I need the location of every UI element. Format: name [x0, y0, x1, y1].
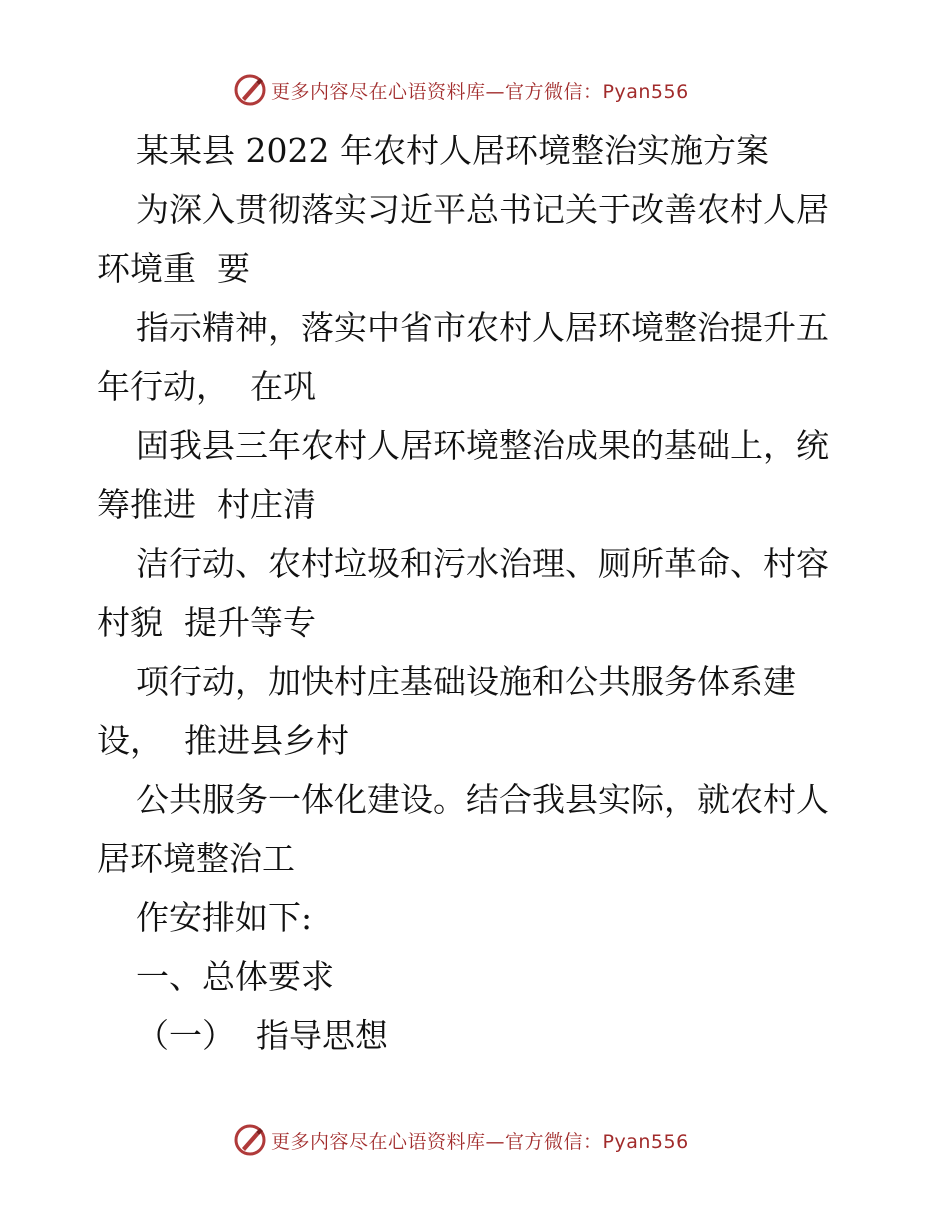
paragraph-line: 公共服务一体化建设。结合我县实际，就农村人 — [136, 780, 829, 819]
pen-logo-icon — [233, 1123, 267, 1157]
paragraph-line: 环境重 要 — [97, 249, 250, 288]
paragraph-line: 作安排如下: — [136, 898, 313, 937]
subsection-heading: （一） 指导思想 — [136, 1016, 388, 1055]
footer-banner — [233, 1120, 689, 1160]
paragraph-line: 年行动， 在巩 — [97, 367, 316, 406]
paragraph-line: 为深入贯彻落实习近平总书记关于改善农村人居 — [136, 190, 829, 229]
paragraph-line: 居环境整治工 — [97, 839, 295, 878]
section-heading: 一、总体要求 — [136, 957, 334, 996]
paragraph-line: 筹推进 村庄清 — [97, 485, 316, 524]
paragraph-line: 项行动，加快村庄基础设施和公共服务体系建 — [136, 662, 796, 701]
pen-logo-icon — [233, 73, 267, 107]
paragraph-line: 指示精神，落实中省市农村人居环境整治提升五 — [136, 308, 829, 347]
document-body — [0, 121, 950, 1065]
paragraph-line: 村貌 提升等专 — [97, 603, 316, 642]
document-title: 某某县 2022 年农村人居环境整治实施方案 — [136, 131, 769, 170]
footer-banner-text: 更多内容尽在心语资料库—官方微信：Pyan556 — [271, 1130, 689, 1153]
header-banner — [233, 70, 689, 110]
paragraph-line: 设， 推进县乡村 — [97, 721, 349, 760]
paragraph-line: 固我县三年农村人居环境整治成果的基础上，统 — [136, 426, 829, 465]
header-banner-text: 更多内容尽在心语资料库—官方微信：Pyan556 — [271, 80, 689, 103]
paragraph-line: 洁行动、农村垃圾和污水治理、厕所革命、村容 — [136, 544, 829, 583]
